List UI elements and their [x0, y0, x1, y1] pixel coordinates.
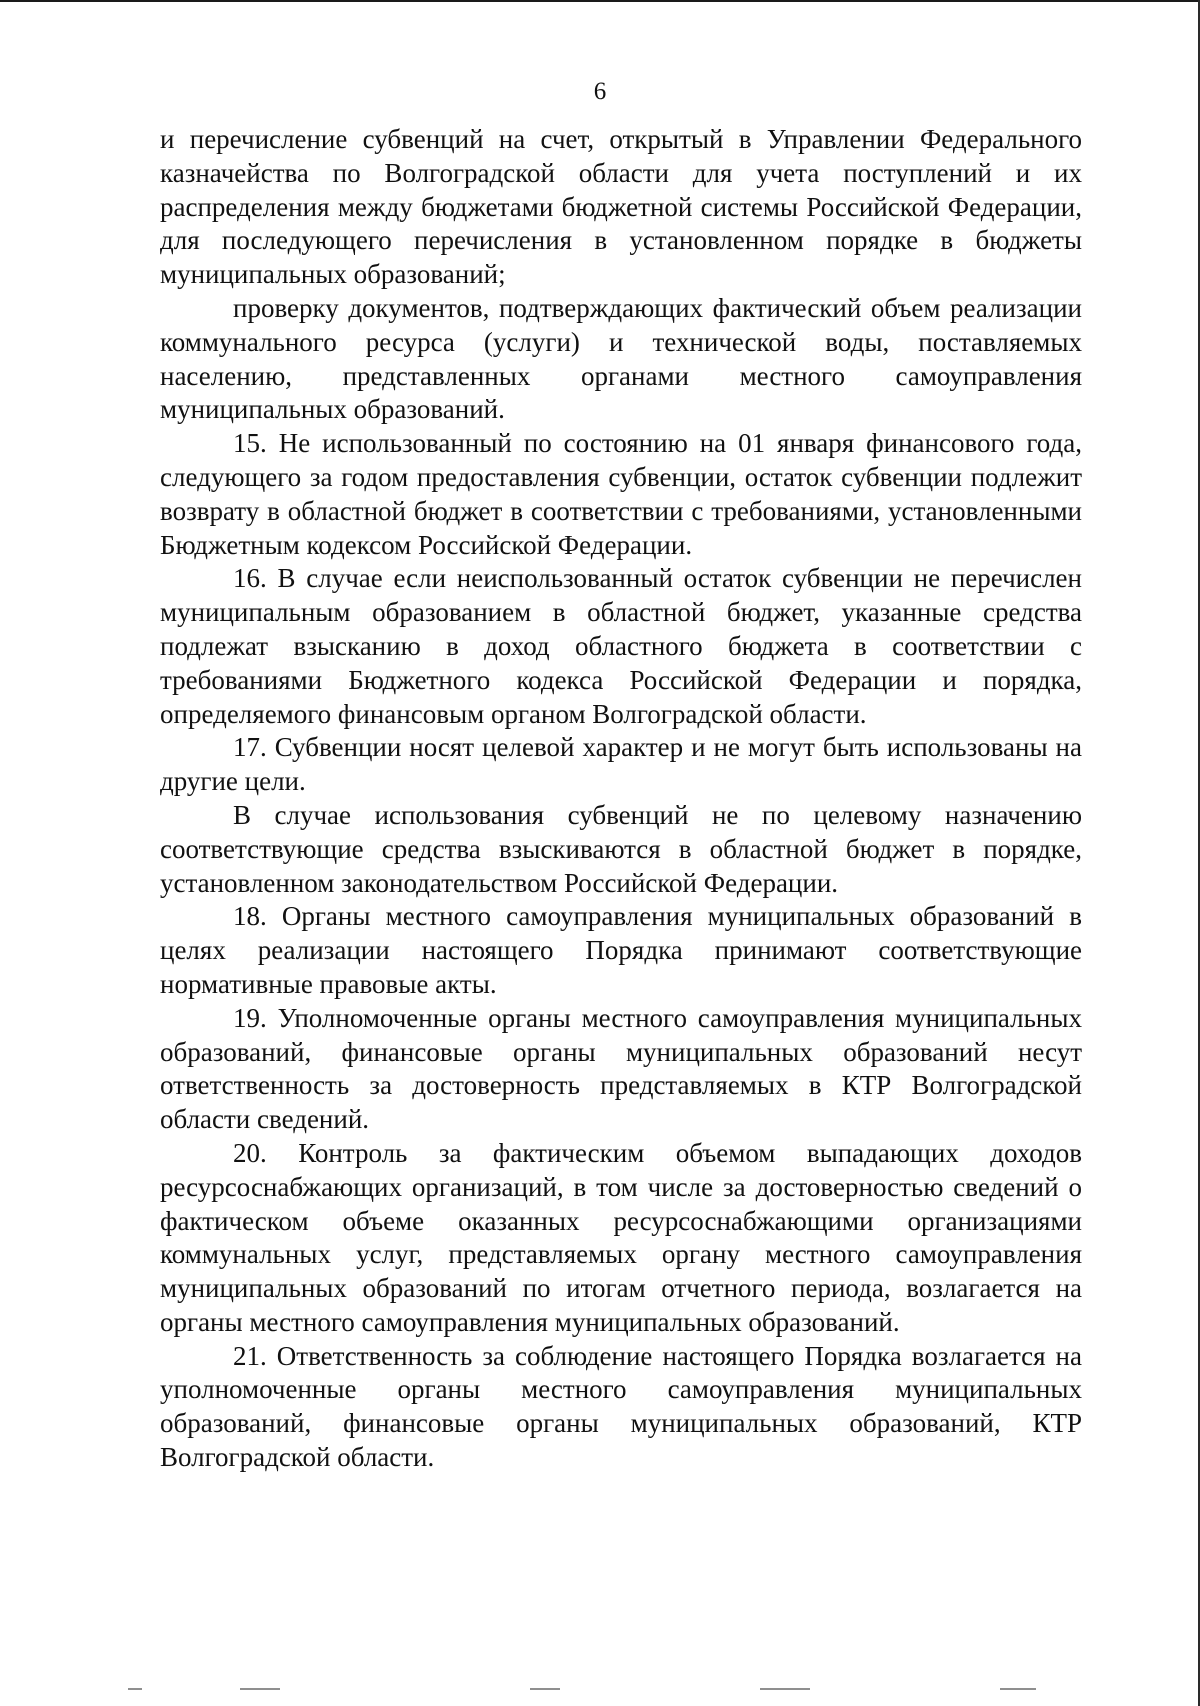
paragraph-17: 17. Субвенции носят целевой характер и не могут быть использованы на другие цели.	[160, 732, 1082, 797]
paragraph-17-misuse: В случае использования субвенций не по целевому назначению соответствующие средства взыскиваются в областной бюджет в порядке, установленном законодательством Российской Федерации.	[160, 799, 1082, 898]
paragraph-15: 15. Не использованный по состоянию на 01 января финансового года, следующего за годом предоставления субвенции, остаток субвенции подлежит возврату в областной бюджет в соответствии с требованиями, установленными Бюджетным кодексом Российской Федерации.	[160, 428, 1082, 560]
page-number: 6	[593, 78, 607, 105]
paragraph-18: 18. Органы местного самоуправления муниципальных образований в целях реализации настоящего Порядка принимают соответствующие нормативные правовые акты.	[160, 901, 1082, 999]
paragraph-20: 20. Контроль за фактическим объемом выпадающих доходов ресурсоснабжающих организаций, в том числе за достоверностью сведений о фактическом объеме оказанных ресурсоснабжающими организациями коммунальных услуг, представляемых органу местного самоуправления муниципальных образований по итогам отчетного периода, возлагается на органы местного самоуправления муниципальных образований.	[160, 1137, 1082, 1337]
scan-edge-top	[0, 0, 1200, 2]
paragraph-document-check: проверку документов, подтверждающих фактический объем реализации коммунального ресурса (услуги) и технической воды, поставляемых населению, представленных органами местного самоуправления муниципальных образований.	[160, 292, 1082, 425]
paragraph-21: 21. Ответственность за соблюдение настоящего Порядка возлагается на уполномоченные органы местного самоуправления муниципальных образований, финансовые органы муниципальных образований, КТР Волгоградской области.	[160, 1340, 1082, 1473]
document-body	[160, 123, 1082, 1475]
paragraph-16: 16. В случае если неиспользованный остаток субвенции не перечислен муниципальным образованием в областной бюджет, указанные средства подлежат взысканию в доход областного бюджета в соответствии с требованиями Бюджетного кодекса Российской Федерации и порядка, определяемого финансовым органом Волгоградской области.	[160, 563, 1082, 729]
scan-artifacts-bottom	[120, 1688, 1080, 1694]
paragraph-19: 19. Уполномоченные органы местного самоуправления муниципальных образований, финансовые органы муниципальных образований несут ответственность за достоверность представляемых в КТР Волгоградской области сведений.	[160, 1002, 1082, 1135]
paragraph-transfer-subventions: и перечисление субвенций на счет, открытый в Управлении Федерального казначейства по Волгоградской области для учета поступлений и их распределения между бюджетами бюджетной системы Российской Федерации, для последующего перечисления в установленном порядке в бюджеты муниципальных образований;	[160, 124, 1082, 290]
